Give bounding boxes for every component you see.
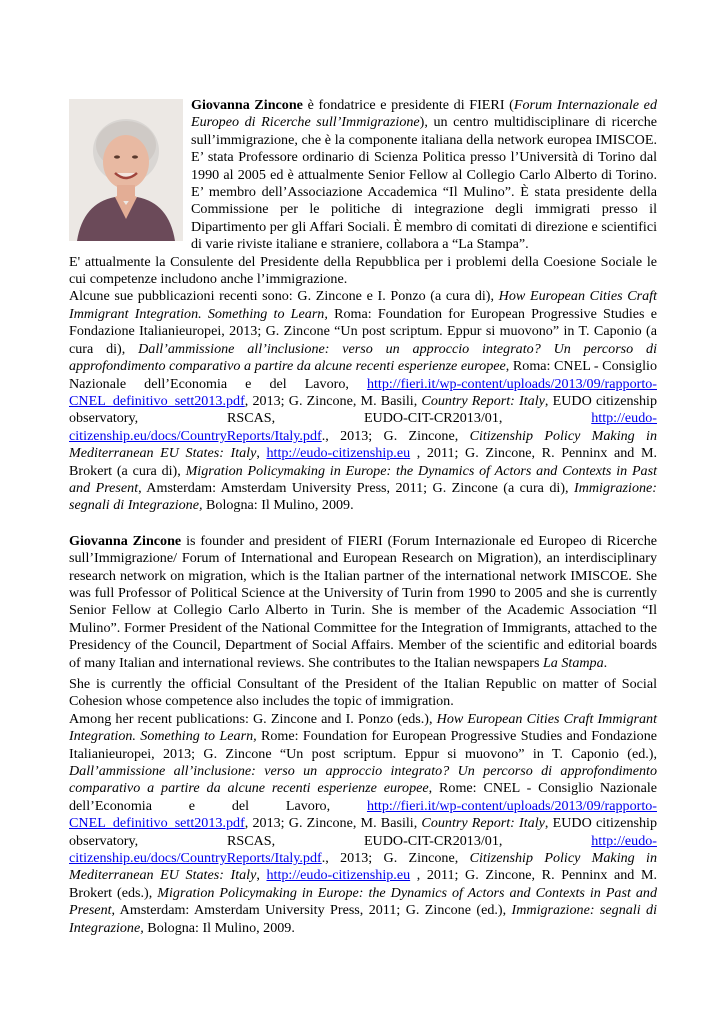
english-bio-role-paragraph: She is currently the official Consultant of the President of the Italian Republic on matter of Social Cohesion whose competence also includes the topic of immigration. xyxy=(69,676,657,710)
bio-name-en: Giovanna Zincone xyxy=(69,532,182,549)
country-report-link-en[interactable]: http://eudo-citizenship.eu/docs/CountryReports/Italy.pdf xyxy=(69,832,657,867)
english-publications-paragraph: Among her recent publications: G. Zincone and I. Ponzo (eds.), How European Cities Craft Immigrant Integration. Something to Learn, Rome: Foundation for European Progressive Studies and Fondazione Italianieuropei, 2013; G. Zincone “Un post scriptum. Eppur si muovono” in T. Caponio (ed.), Dall’ammissione all’inclusione: verso un approccio integrato? Un percorso di approfondimento comparativo a partire da alcune recenti esperienze europee, Rome: CNEL - Consiglio Nazionale dell’Economia e del Lavoro, http://fieri.it/wp-content/uploads/2013/09/rapporto-CNEL_definitivo_sett2013.pdf, 2013; G. Zincone, M. Basili, Country Report: Italy, EUDO citizenship observatory, RSCAS, EUDO-CIT-CR2013/01, http://eudo-citizenship.eu/docs/CountryReports/Italy.pdf., 2013; G. Zincone, Citizenship Policy Making in Mediterranean EU States: Italy, http://eudo-citizenship.eu , 2011; G. Zincone, R. Penninx and M. Brokert (eds.), Migration Policymaking in Europe: the Dynamics of Actors and Contexts in Past and Present, Amsterdam: Amsterdam University Press, 2011; G. Zincone (ed.), Immigrazione: segnali di Integrazione, Bologna: Il Mulino, 2009. xyxy=(69,710,658,936)
english-bio-paragraph: Giovanna Zincone is founder and president of FIERI (Forum Internazionale ed Europeo di Ricerche sull’Immigrazione/ Forum of International and European Research on Migration), an interdisciplinary research network on migration, which is the Italian partner of the international network IMISCOE. She was full Professor of Political Science at the University of Turin from 1990 to 2005 and she is currently Senior Fellow at Collegio Carlo Alberto in Turin. She is member of the Academic Association “Il Mulino”. Former President of the National Committee for the Integration of Immigrants, attached to the Presidency of the Council, Department of Social Affairs. Member of the scientific and editorial boards of many Italian and international reviews. She contributes to the Italian newspapers La Stampa. xyxy=(69,532,657,671)
bio-name-it: Giovanna Zincone xyxy=(191,97,303,113)
document-page xyxy=(69,97,657,937)
italian-bio-paragraph: Giovanna Zincone è fondatrice e presidente di FIERI (Forum Internazionale ed Europeo di Ricerche sull’Immigrazione), un centro multidisciplinare di ricerche sull’immigrazione, che è la componente italiana della network europea IMISCOE. E’ stata Professore ordinario di Scienza Politica presso l’Università di Torino dal 1990 al 2005 ed è attualmente Senior Fellow al Collegio Carlo Alberto di Torino. E’ membro dell’Associazione Accademica “Il Mulino”. È stata presidente della Commissione per le politiche di integrazione degli immigrati presso il Dipartimento per gli Affari Sociali. È membro di comitati di direzione e scientifici di varie riviste italiane e straniere, collabora a “La Stampa”. xyxy=(191,97,658,253)
portrait-photo xyxy=(69,99,183,241)
person-portrait-icon xyxy=(69,99,183,241)
cnel-report-link-en[interactable]: http://fieri.it/wp-content/uploads/2013/09/rapporto-CNEL_definitivo_sett2013.pdf xyxy=(69,797,657,832)
country-report-link[interactable]: http://eudo-citizenship.eu/docs/CountryReports/Italy.pdf xyxy=(69,410,657,444)
eudo-citizenship-link[interactable]: http://eudo-citizenship.eu xyxy=(266,445,411,462)
cnel-report-link[interactable]: http://fieri.it/wp-content/uploads/2013/09/rapporto-CNEL_definitivo_sett2013.pdf xyxy=(69,375,657,409)
eudo-citizenship-link-en[interactable]: http://eudo-citizenship.eu xyxy=(266,867,411,884)
italian-publications-paragraph: Alcune sue pubblicazioni recenti sono: G. Zincone e I. Ponzo (a cura di), How European Cities Craft Immigrant Integration. Something to Learn, Roma: Foundation for European Progressive Studies e Fondazione Italianieuropei, 2013; G. Zincone “Un post scriptum. Eppur si muovono” in T. Caponio (a cura di), Dall’ammissione all’inclusione: verso un approccio integrato? Un percorso di approfondimento comparativo a partire da alcune recenti esperienze europee, Roma: CNEL - Consiglio Nazionale dell’Economia e del Lavoro, http://fieri.it/wp-content/uploads/2013/09/rapporto-CNEL_definitivo_sett2013.pdf, 2013; G. Zincone, M. Basili, Country Report: Italy, EUDO citizenship observatory, RSCAS, EUDO-CIT-CR2013/01, http://eudo-citizenship.eu/docs/CountryReports/Italy.pdf., 2013; G. Zincone, Citizenship Policy Making in Mediterranean EU States: Italy, http://eudo-citizenship.eu , 2011; G. Zincone, R. Penninx and M. Brokert (a cura di), Migration Policymaking in Europe: the Dynamics of Actors and Contexts in Past and Present, Amsterdam: Amsterdam University Press, 2011; G. Zincone (a cura di), Immigrazione: segnali di Integrazione, Bologna: Il Mulino, 2009. xyxy=(69,288,658,514)
italian-bio-role-paragraph: E' attualmente la Consulente del Presidente della Repubblica per i problemi della Coesione Sociale le cui competenze includono anche l’immigrazione. xyxy=(69,253,657,288)
